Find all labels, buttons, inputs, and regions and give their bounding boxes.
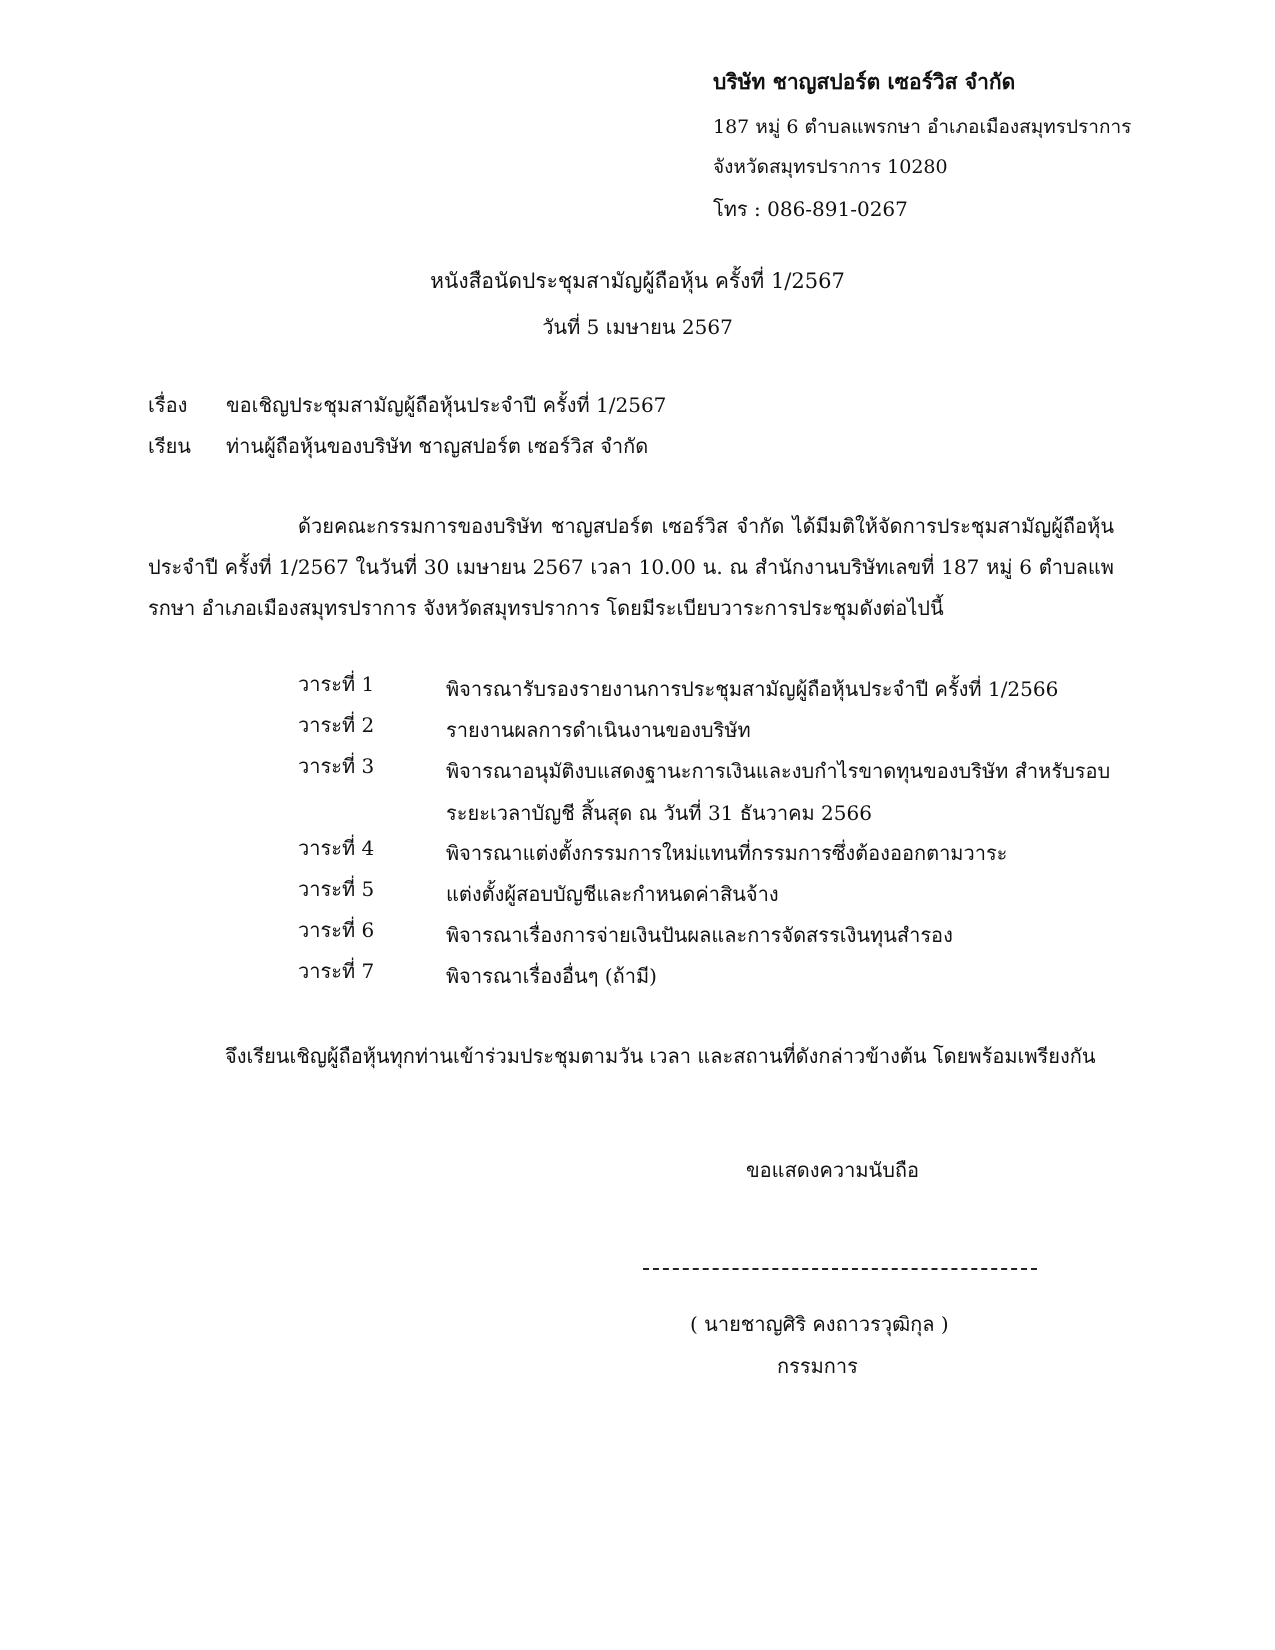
agenda-item-text: รายงานผลการดำเนินงานของบริษัท xyxy=(446,718,751,742)
document-title: หนังสือนัดประชุมสามัญผู้ถือหุ้น ครั้งที่ 1/2567 xyxy=(430,269,845,293)
agenda-item-label: วาระที่ 4 xyxy=(298,836,375,860)
company-address-line1: 187 หมู่ 6 ตำบลแพรกษา อำเภอเมืองสมุทรปราการ xyxy=(713,116,1132,138)
company-name: บริษัท ชาญสปอร์ต เซอร์วิส จำกัด xyxy=(713,69,1016,94)
signer-name: ( นายชาญศิริ คงถาวรวุฒิกุล ) xyxy=(690,1312,949,1336)
closing-paragraph: จึงเรียนเชิญผู้ถือหุ้นทุกท่านเข้าร่วมประชุมตามวัน เวลา และสถานที่ดังกล่าวข้างต้น โดยพร้อมเพรียงกัน xyxy=(225,1044,1096,1068)
company-address-line2: จังหวัดสมุทรปราการ 10280 xyxy=(713,156,948,178)
recipient-value: ท่านผู้ถือหุ้นของบริษัท ชาญสปอร์ต เซอร์วิส จำกัด xyxy=(226,434,649,458)
agenda-item-label: วาระที่ 1 xyxy=(298,672,375,696)
body-paragraph xyxy=(148,506,1114,629)
agenda-item-text: พิจารณาเรื่องการจ่ายเงินปันผลและการจัดสรรเงินทุนสำรอง xyxy=(446,923,953,947)
agenda-item-label: วาระที่ 7 xyxy=(298,959,375,983)
subject-label: เรื่อง xyxy=(148,393,188,417)
regards-text: ขอแสดงความนับถือ xyxy=(746,1158,920,1182)
agenda-item-label: วาระที่ 3 xyxy=(298,754,375,778)
agenda-item-text: พิจารณาแต่งตั้งกรรมการใหม่แทนที่กรรมการซึ่งต้องออกตามวาระ xyxy=(446,841,1008,865)
subject-value: ขอเชิญประชุมสามัญผู้ถือหุ้นประจำปี ครั้งที่ 1/2567 xyxy=(226,393,667,417)
agenda-item-label: วาระที่ 2 xyxy=(298,713,375,737)
agenda-item-text: พิจารณาอนุมัติงบแสดงฐานะการเงินและงบกำไรขาดทุนของบริษัท สำหรับรอบระยะเวลาบัญชี สิ้นสุด ณ วันที่ 31 ธันวาคม 2566 xyxy=(446,759,1111,825)
company-phone: โทร : 086-891-0267 xyxy=(713,197,908,221)
signature-line xyxy=(643,1268,1037,1270)
agenda-item-text: พิจารณารับรองรายงานการประชุมสามัญผู้ถือหุ้นประจำปี ครั้งที่ 1/2566 xyxy=(446,677,1059,701)
signer-position: กรรมการ xyxy=(777,1354,858,1378)
agenda-item-label: วาระที่ 6 xyxy=(298,918,375,942)
agenda-item-text: แต่งตั้งผู้สอบบัญชีและกำหนดค่าสินจ้าง xyxy=(446,882,779,906)
recipient-label: เรียน xyxy=(148,434,191,458)
agenda-item-label: วาระที่ 5 xyxy=(298,877,375,901)
document-date: วันที่ 5 เมษายน 2567 xyxy=(542,315,733,339)
body-text: ด้วยคณะกรรมการของบริษัท ชาญสปอร์ต เซอร์วิส จำกัด ได้มีมติให้จัดการประชุมสามัญผู้ถือหุ้นประจำปี ครั้งที่ 1/2567 ในวันที่ 30 เมษายน 2567 เวลา 10.00 น. ณ สำนักงานบริษัทเลขที่ 187 หมู่ 6 ตำบลแพรกษา อำเภอเมืองสมุทรปราการ จังหวัดสมุทรปราการ โดยมีระเบียบวาระการประชุมดังต่อไปนี้ xyxy=(148,514,1114,620)
agenda-item-text: พิจารณาเรื่องอื่นๆ (ถ้ามี) xyxy=(446,964,657,988)
